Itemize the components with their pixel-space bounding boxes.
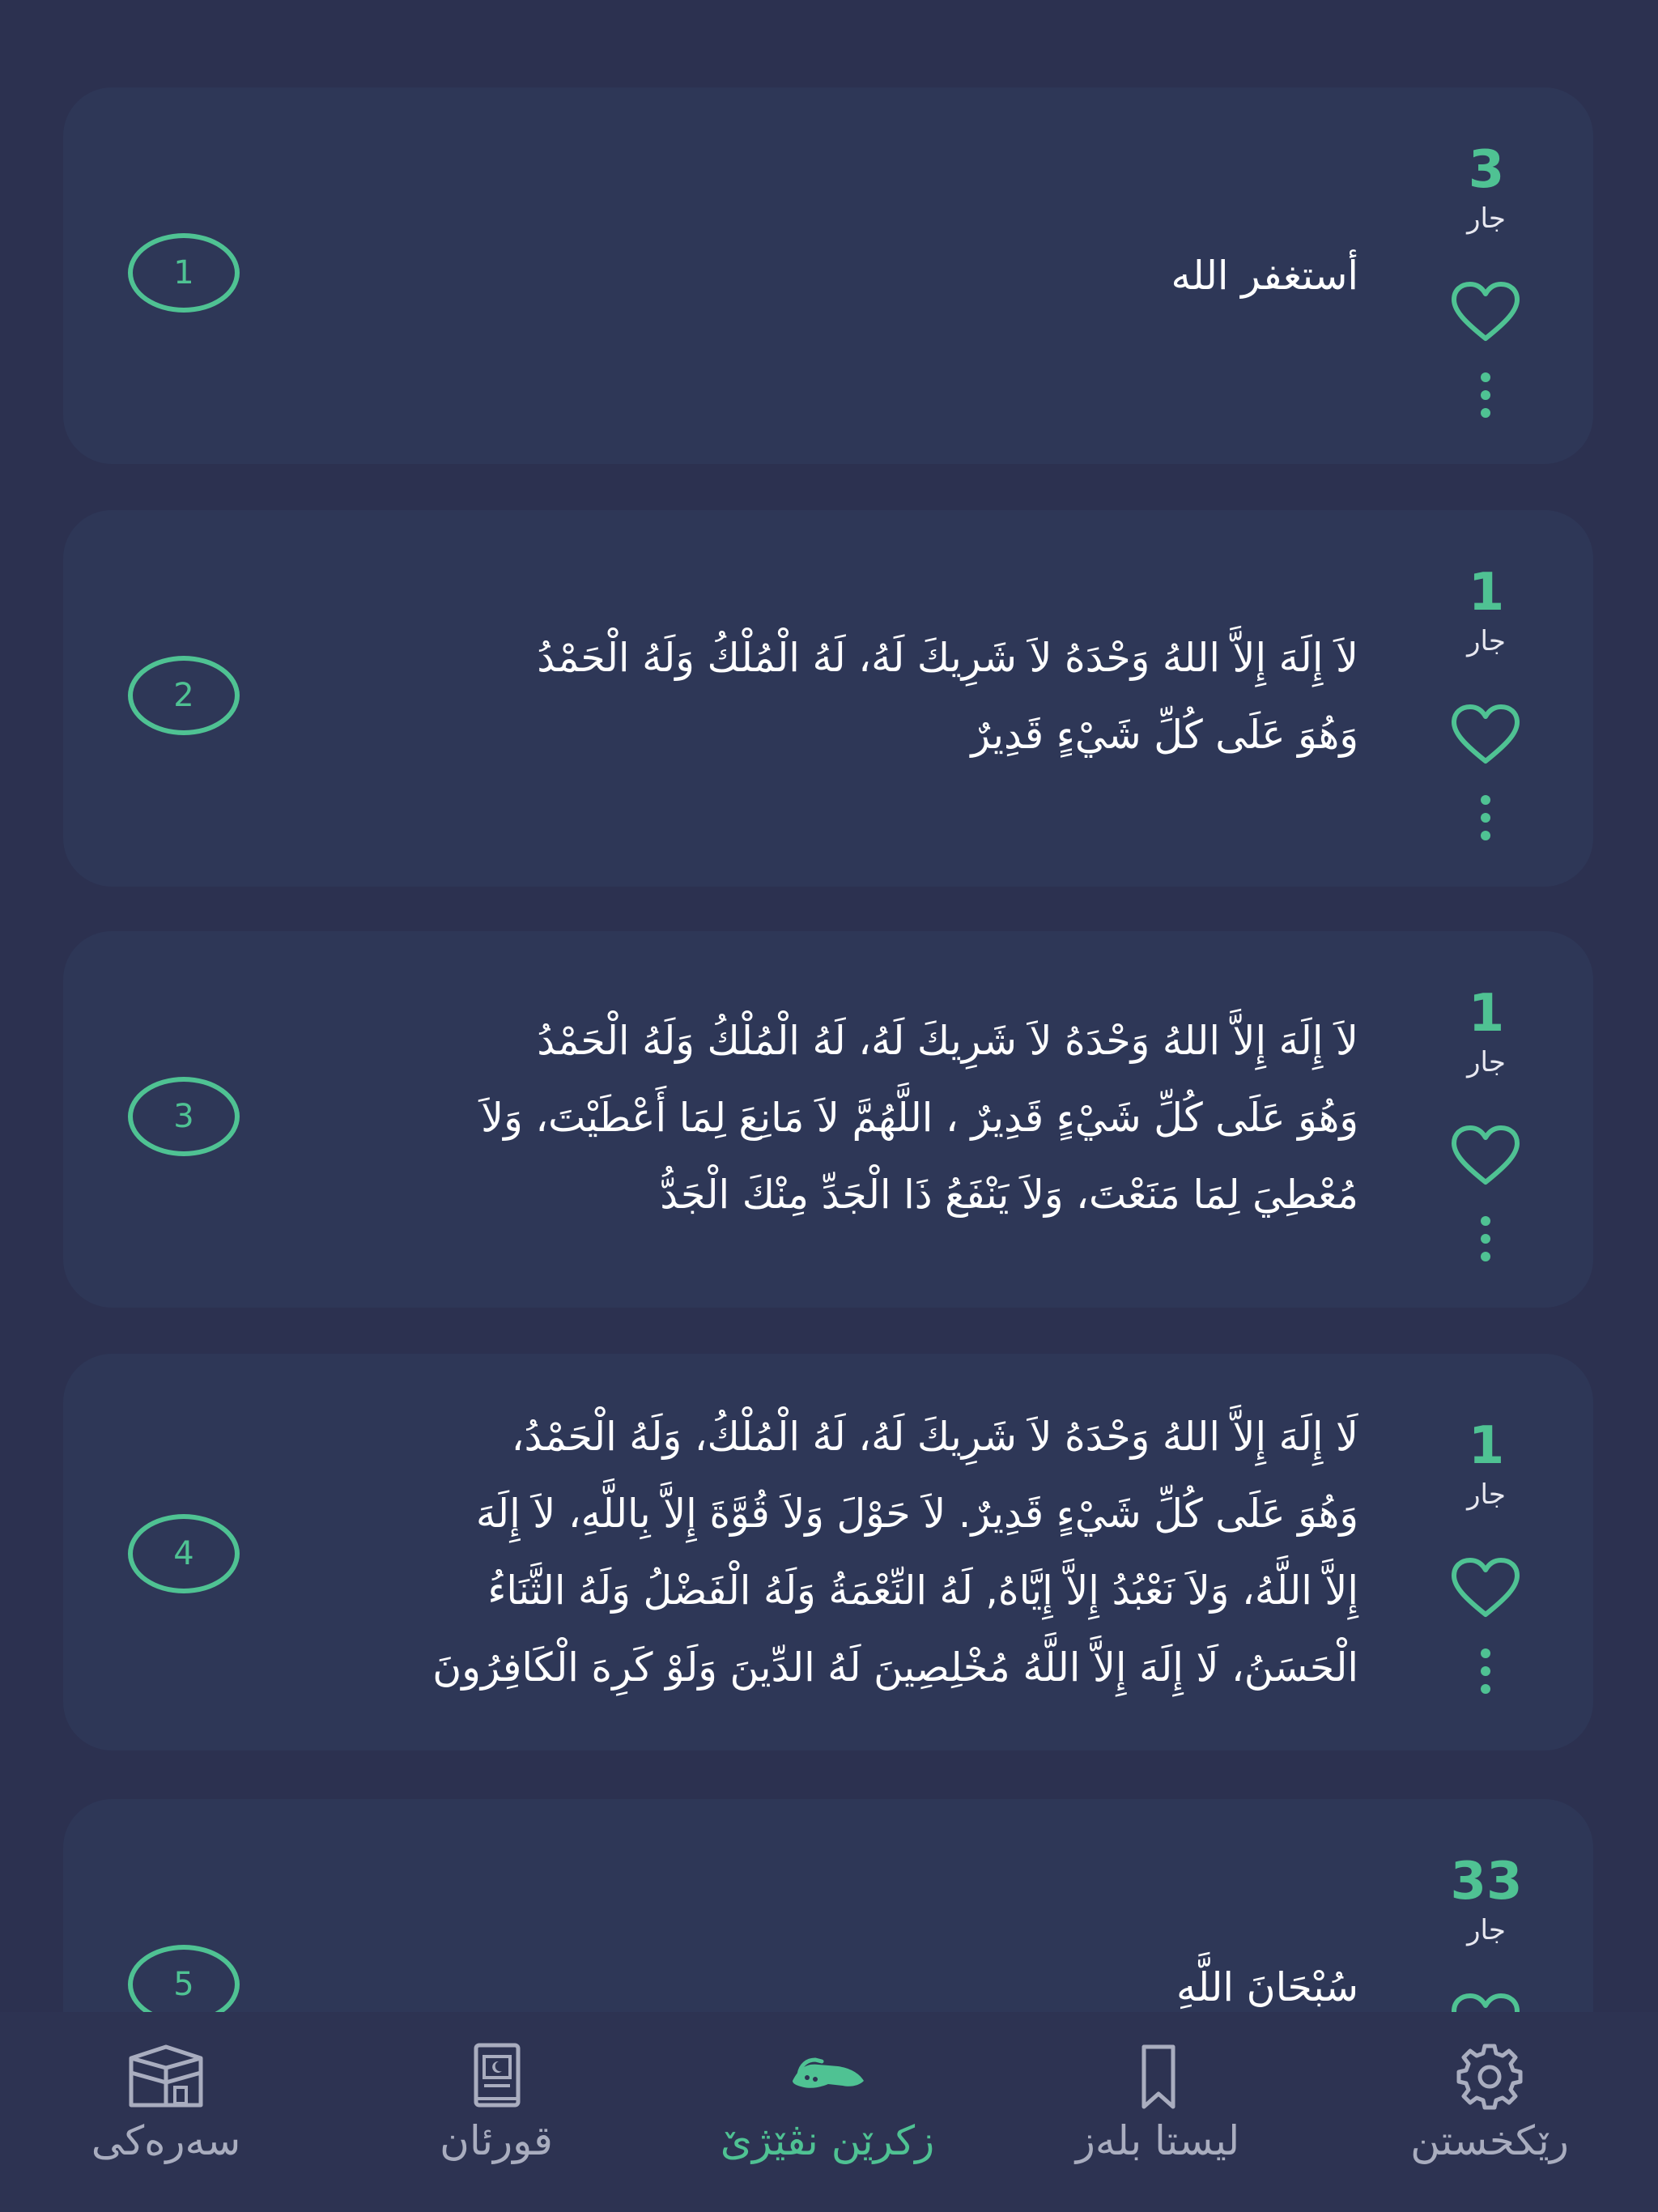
zikr-line: إِلاَّ اللَّهُ، وَلاَ نَعْبُدُ إِلاَّ إِيَّاهُ, لَهُ النِّعْمَةُ وَلَهُ الْفَضْلُ وَلَهُ الثَّنَاءُ	[487, 1568, 1358, 1614]
zikr-index-badge	[128, 1077, 240, 1156]
repeat-count: 33	[1450, 1852, 1523, 1912]
zikr-text	[225, 1949, 1358, 2012]
gear-icon	[1445, 2040, 1534, 2113]
zikr-card[interactable]	[63, 931, 1593, 1308]
zikr-index-badge	[128, 233, 240, 313]
zikr-index: 3	[173, 1098, 194, 1135]
heart-icon[interactable]	[1449, 1556, 1522, 1621]
zikr-line: الْحَسَنُ، لَا إِلَهَ إِلاَّ اللَّهُ مُخْلِصِينَ لَهُ الدِّينَ وَلَوْ كَرِهَ الْكَافِرُونَ	[432, 1644, 1358, 1691]
repeat-unit: جار	[1467, 1046, 1506, 1078]
zikr-index: 4	[173, 1535, 194, 1572]
zikr-text	[225, 1398, 1358, 1706]
zikr-line: مُعْطِيَ لِمَا مَنَعْتَ، وَلاَ يَنْفَعُ ذَا الْجَدِّ مِنْكَ الْجَدُّ	[660, 1172, 1358, 1218]
repeat-unit: جار	[1467, 202, 1506, 235]
kaaba-icon	[121, 2040, 210, 2113]
zikr-line: وَهُوَ عَلَى كُلِّ شَيْءٍ قَدِيرٌ ، اللَّهُمَّ لاَ مَانِعَ لِمَا أَعْطَيْتَ، وَلاَ	[481, 1095, 1358, 1141]
repeat-count: 1	[1468, 1416, 1505, 1476]
more-vertical-icon[interactable]	[1476, 1647, 1495, 1695]
more-vertical-icon[interactable]	[1476, 1214, 1495, 1263]
repeat-unit: جار	[1467, 1914, 1506, 1946]
zikr-line: أستغفر الله	[1171, 253, 1358, 299]
nav-home-label: سەرەکی	[91, 2117, 241, 2164]
nav-quran-label: قورئان	[440, 2117, 553, 2164]
heart-icon[interactable]	[1449, 1992, 1522, 2012]
zikr-line: وَهُوَ عَلَى كُلِّ شَيْءٍ قَدِيرٌ	[971, 712, 1358, 758]
more-vertical-icon[interactable]	[1476, 793, 1495, 842]
heart-icon[interactable]	[1449, 1124, 1522, 1189]
praying-hands-icon	[783, 2040, 872, 2113]
zikr-line: لاَ إِلَهَ إِلاَّ اللهُ وَحْدَهُ لاَ شَرِيكَ لَهُ، لَهُ الْمُلْكُ وَلَهُ الْحَمْدُ	[537, 1018, 1358, 1064]
zikr-index: 2	[173, 677, 194, 714]
zikr-card[interactable]	[63, 510, 1593, 887]
zikr-text	[225, 619, 1358, 773]
quran-book-icon	[452, 2040, 541, 2113]
nav-settings[interactable]	[1328, 2012, 1652, 2212]
bottom-navigation	[0, 2012, 1658, 2212]
zikr-line: لاَ إِلَهَ إِلاَّ اللهُ وَحْدَهُ لاَ شَرِيكَ لَهُ، لَهُ الْمُلْكُ وَلَهُ الْحَمْدُ	[537, 635, 1358, 681]
zikr-card[interactable]	[63, 1799, 1593, 2012]
repeat-unit: جار	[1467, 625, 1506, 657]
repeat-count: 1	[1468, 563, 1505, 623]
zikr-index-badge	[128, 1945, 240, 2012]
zikr-index: 1	[173, 254, 194, 291]
zikr-index: 5	[173, 1966, 194, 2003]
nav-zikr-label: زکرێن نڤێژێ	[720, 2117, 935, 2164]
nav-home[interactable]	[4, 2012, 328, 2212]
zikr-line: سُبْحَانَ اللَّهِ	[1176, 1964, 1358, 2010]
zikr-text	[225, 237, 1358, 314]
zikr-index-badge	[128, 656, 240, 735]
nav-zikr[interactable]	[665, 2012, 989, 2212]
bookmark-icon	[1113, 2040, 1202, 2113]
nav-bookmarks[interactable]	[996, 2012, 1320, 2212]
zikr-line: لَا إِلَهَ إِلاَّ اللهُ وَحْدَهُ لاَ شَرِيكَ لَهُ، لَهُ الْمُلْكُ، وَلَهُ الْحَمْدُ،	[511, 1414, 1358, 1460]
more-vertical-icon[interactable]	[1476, 371, 1495, 419]
nav-quran[interactable]	[334, 2012, 658, 2212]
repeat-count: 3	[1468, 140, 1505, 200]
repeat-count: 1	[1468, 984, 1505, 1044]
zikr-card[interactable]	[63, 1354, 1593, 1750]
zikr-text	[225, 1002, 1358, 1233]
zikr-line: وَهُوَ عَلَى كُلِّ شَيْءٍ قَدِيرٌ. لاَ حَوْلَ وَلاَ قُوَّةَ إِلاَّ بِاللَّهِ، لاَ إِلَهَ	[475, 1491, 1358, 1537]
zikr-index-badge	[128, 1514, 240, 1593]
repeat-unit: جار	[1467, 1478, 1506, 1511]
heart-icon[interactable]	[1449, 703, 1522, 768]
nav-bookmarks-label: لیستا بلەز	[1075, 2117, 1240, 2164]
zikr-card[interactable]	[63, 87, 1593, 464]
nav-settings-label: رێکخستن	[1410, 2117, 1569, 2164]
heart-icon[interactable]	[1449, 280, 1522, 345]
